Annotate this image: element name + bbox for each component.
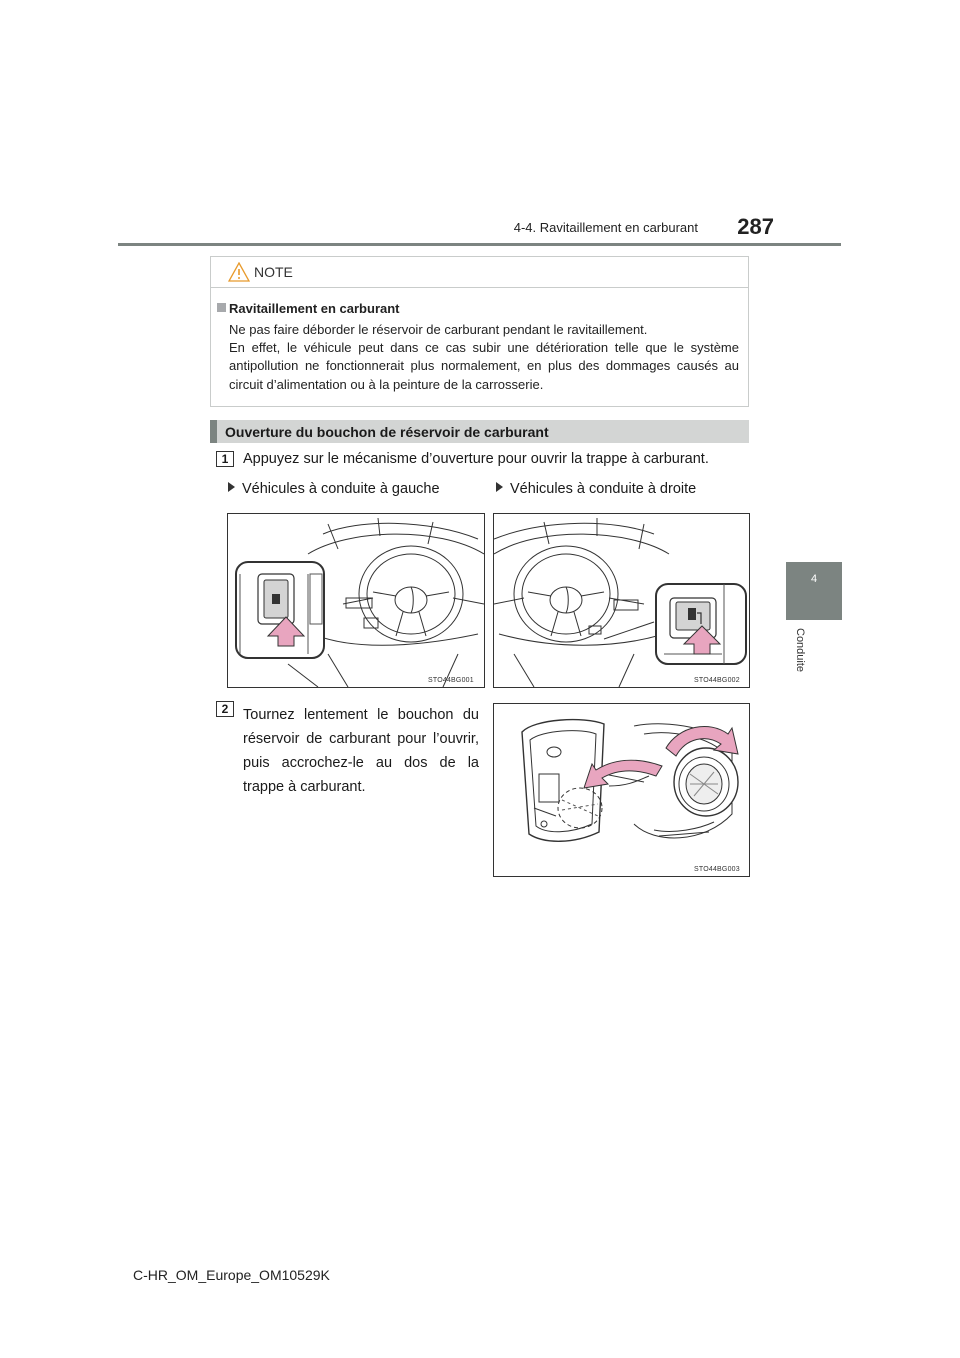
note-title: NOTE — [254, 264, 293, 280]
chapter-label: Conduite — [794, 628, 806, 673]
condition-right-label: Véhicules à conduite à droite — [510, 481, 697, 497]
page-number: 287 — [737, 214, 774, 239]
figure-fuel-cap-code: STO44BG003 — [694, 866, 740, 873]
lhd-dashboard-illustration — [228, 514, 484, 687]
condition-left-hand-drive — [228, 481, 440, 497]
header-rule — [118, 243, 841, 246]
triangle-bullet-icon — [496, 482, 503, 492]
section-title: Ouverture du bouchon de réservoir de carburant — [225, 424, 549, 440]
step-1-badge: 1 — [216, 451, 234, 467]
step-2-badge: 2 — [216, 701, 234, 717]
figure-fuel-cap — [493, 703, 750, 877]
condition-right-hand-drive — [496, 481, 696, 497]
warning-triangle-icon — [228, 262, 250, 282]
figure-rhd-dashboard — [493, 513, 750, 688]
fuel-cap-illustration — [494, 704, 749, 876]
note-line-2: En effet, le véhicule peut dans ce cas subir une détérioration telle que le système antipollution ne fonctionnerait plus normalement, en plus des dommages causés au circuit d’alimentation ou à la peinture de la carrosserie. — [229, 340, 739, 392]
rhd-dashboard-illustration — [494, 514, 749, 687]
note-bullet-square-icon — [217, 303, 226, 312]
chapter-tab — [786, 562, 842, 620]
document-footer: C-HR_OM_Europe_OM10529K — [133, 1267, 330, 1283]
figure-lhd-code: STO44BG001 — [428, 677, 474, 684]
step-1-text: Appuyez sur le mécanisme d’ouverture pour ouvrir la trappe à carburant. — [243, 451, 709, 467]
figure-lhd-dashboard — [227, 513, 485, 688]
step-2-text: Tournez lentement le bouchon du réservoir de carburant pour l’ouvrir, puis accrochez-le au dos de la trappe à carburant. — [243, 707, 479, 795]
figure-rhd-code: STO44BG002 — [694, 677, 740, 684]
note-body — [229, 321, 739, 394]
chapter-number: 4 — [810, 573, 818, 585]
running-header-section: 4-4. Ravitaillement en carburant — [513, 220, 698, 235]
section-bar-accent — [210, 420, 217, 443]
condition-left-label: Véhicules à conduite à gauche — [242, 481, 440, 497]
note-heading: Ravitaillement en carburant — [229, 301, 400, 316]
note-line-1: Ne pas faire déborder le réservoir de carburant pendant le ravitaillement. — [229, 322, 648, 337]
triangle-bullet-icon — [228, 482, 235, 492]
